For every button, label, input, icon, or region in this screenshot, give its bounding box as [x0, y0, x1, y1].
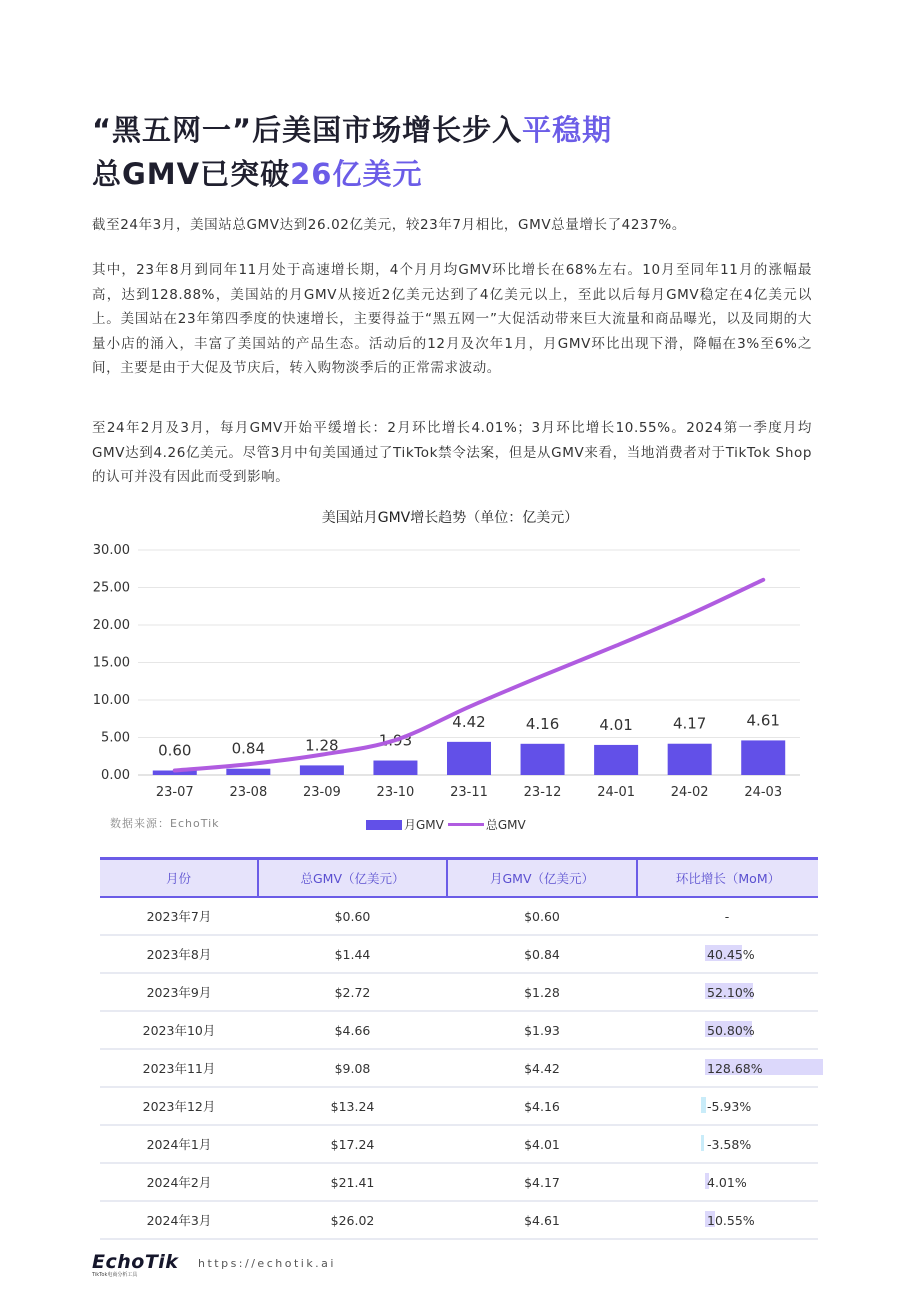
- table-row: [100, 1011, 818, 1049]
- mom-value: 128.68%: [707, 1060, 763, 1076]
- paragraph-q1: 至24年2月及3月，每月GMV开始平缓增长：2月环比增长4.01%；3月环比增长10.55%。2024第一季度月均GMV达到4.26亿美元。尽管3月中旬美国通过了TikTok禁令法案，但是从GMV来看，当地消费者对于TikTok Shop的认可并没有因此而受到影响。: [92, 420, 812, 485]
- bar-monthly-gmv: [300, 765, 344, 775]
- mom-value: 10.55%: [707, 1212, 755, 1228]
- monthly-gmv-cell: $1.93: [447, 1011, 637, 1049]
- mom-value: 4.01%: [707, 1174, 747, 1190]
- total-gmv-cell: $21.41: [258, 1163, 447, 1201]
- data-source: 数据来源：EchoTik: [110, 817, 220, 830]
- y-tick-label: 0.00: [101, 768, 130, 783]
- table-row: [100, 897, 818, 935]
- y-tick-label: 10.00: [92, 693, 130, 708]
- chart-legend: [366, 816, 526, 833]
- total-gmv-cell: $2.72: [258, 973, 447, 1011]
- table-row: [100, 973, 818, 1011]
- table-row: [100, 935, 818, 973]
- mom-value: -5.93%: [707, 1098, 752, 1114]
- month-cell: 2024年1月: [100, 1125, 258, 1163]
- header-mom: 环比增长（MoM）: [637, 859, 818, 898]
- mom-value: 40.45%: [707, 946, 755, 962]
- x-tick-label: 23-11: [450, 785, 488, 800]
- bar-monthly-gmv: [447, 742, 491, 775]
- month-cell: 2023年12月: [100, 1087, 258, 1125]
- bar-monthly-gmv: [741, 740, 785, 775]
- mom-value: 52.10%: [707, 984, 755, 1000]
- table-row: [100, 1087, 818, 1125]
- monthly-gmv-cell: $0.60: [447, 897, 637, 935]
- mom-cell: [637, 1125, 818, 1163]
- bar-data-label: 1.28: [305, 736, 339, 755]
- header-monthly: 月GMV（亿美元）: [447, 859, 637, 898]
- bar-monthly-gmv: [226, 769, 270, 775]
- x-tick-label: 24-02: [670, 785, 709, 800]
- paragraph-growth: 其中，23年8月到同年11月处于高速增长期，4个月月均GMV环比增长在68%左右。10月至同年11月的涨幅最高，达到128.88%，美国站的月GMV从接近2亿美元达到了4亿美元以上，至此以后每月GMV稳定在4亿美元以上。美国站在23年第四季度的快速增长，主要得益于“黑五网一”大促活动带来巨大流量和商品曝光，以及同期的大量小店的涌入，丰富了美国站的产品生态。活动后的12月及次年1月，月GMV环比出现下滑，降幅在3%至6%之间，主要是由于大促及节庆后，转入购物淡季后的正常需求波动。: [92, 262, 812, 376]
- monthly-gmv-cell: $4.42: [447, 1049, 637, 1087]
- mom-cell: [637, 1163, 818, 1201]
- bar-data-label: 4.61: [746, 711, 780, 730]
- x-tick-label: 23-08: [229, 785, 268, 800]
- bar-data-label: 4.17: [672, 714, 707, 733]
- bar-monthly-gmv: [668, 744, 712, 775]
- bar-monthly-gmv: [521, 744, 565, 775]
- table-row: [100, 1201, 818, 1239]
- gmv-table: [100, 857, 818, 1240]
- month-cell: 2023年9月: [100, 973, 258, 1011]
- month-cell: 2023年10月: [100, 1011, 258, 1049]
- bar-data-label: 4.42: [452, 712, 486, 731]
- monthly-gmv-cell: $4.01: [447, 1125, 637, 1163]
- monthly-gmv-cell: $0.84: [447, 935, 637, 973]
- x-tick-label: 23-12: [523, 785, 562, 800]
- mom-cell: [637, 935, 818, 973]
- total-gmv-cell: $17.24: [258, 1125, 447, 1163]
- mom-cell: [637, 897, 818, 935]
- legend-line-swatch: [448, 823, 484, 826]
- bar-data-label: 0.60: [158, 741, 192, 760]
- mom-cell: [637, 1011, 818, 1049]
- monthly-gmv-cell: $1.28: [447, 973, 637, 1011]
- mom-value: -: [724, 908, 730, 924]
- total-gmv-cell: $13.24: [258, 1087, 447, 1125]
- table-row: [100, 1049, 818, 1087]
- total-gmv-cell: $0.60: [258, 897, 447, 935]
- table-row: [100, 1125, 818, 1163]
- header-month: 月份: [100, 859, 258, 898]
- page-title-line2: 总GMV已突破26亿美元: [92, 157, 423, 191]
- total-gmv-cell: $9.08: [258, 1049, 447, 1087]
- bar-monthly-gmv: [594, 745, 638, 775]
- x-tick-label: 23-07: [155, 785, 194, 800]
- month-cell: 2023年7月: [100, 897, 258, 935]
- legend-bar-swatch: [366, 820, 402, 830]
- mom-cell: [637, 1087, 818, 1125]
- x-tick-label: 24-01: [597, 785, 636, 800]
- footer-url: https://echotik.ai: [198, 1257, 336, 1270]
- monthly-gmv-cell: $4.16: [447, 1087, 637, 1125]
- bar-data-label: 4.01: [599, 715, 633, 734]
- month-cell: 2024年3月: [100, 1201, 258, 1239]
- x-tick-label: 24-03: [744, 785, 783, 800]
- mom-bar: [701, 1135, 704, 1151]
- mom-value: -3.58%: [707, 1136, 752, 1152]
- mom-cell: [637, 1049, 818, 1087]
- month-cell: 2023年8月: [100, 935, 258, 973]
- mom-value: 50.80%: [707, 1022, 755, 1038]
- y-tick-label: 20.00: [92, 618, 130, 633]
- gmv-chart: [0, 530, 900, 810]
- mom-bar: [701, 1097, 706, 1113]
- bar-data-label: 0.84: [231, 739, 266, 758]
- y-tick-label: 30.00: [92, 543, 130, 558]
- table-row: [100, 1163, 818, 1201]
- mom-cell: [637, 973, 818, 1011]
- x-tick-label: 23-09: [302, 785, 341, 800]
- y-tick-label: 5.00: [101, 730, 130, 746]
- bar-data-label: 4.16: [525, 714, 560, 733]
- mom-cell: [637, 1201, 818, 1239]
- month-cell: 2024年2月: [100, 1163, 258, 1201]
- y-tick-label: 25.00: [92, 580, 130, 596]
- chart-title: 美国站月GMV增长趋势（单位：亿美元）: [321, 510, 579, 526]
- y-tick-label: 15.00: [92, 655, 130, 671]
- monthly-gmv-cell: $4.17: [447, 1163, 637, 1201]
- bar-monthly-gmv: [373, 761, 417, 775]
- month-cell: 2023年11月: [100, 1049, 258, 1087]
- x-tick-label: 23-10: [376, 785, 415, 800]
- total-gmv-cell: $26.02: [258, 1201, 447, 1239]
- page-title-line1: “黑五网一”后美国市场增长步入平稳期: [92, 113, 613, 147]
- monthly-gmv-cell: $4.61: [447, 1201, 637, 1239]
- table-header-row: [100, 859, 818, 898]
- bar-data-label: 1.93: [378, 731, 413, 750]
- legend-monthly: 月GMV: [404, 818, 444, 832]
- total-gmv-cell: $1.44: [258, 935, 447, 973]
- legend-total: 总GMV: [485, 818, 526, 832]
- paragraph-summary: 截至24年3月，美国站总GMV达到26.02亿美元，较23年7月相比，GMV总量增长了4237%。: [92, 217, 686, 233]
- echotik-logo: EchoTik TikTok电商分析工具: [92, 1251, 179, 1278]
- header-total: 总GMV（亿美元）: [258, 859, 447, 898]
- total-gmv-cell: $4.66: [258, 1011, 447, 1049]
